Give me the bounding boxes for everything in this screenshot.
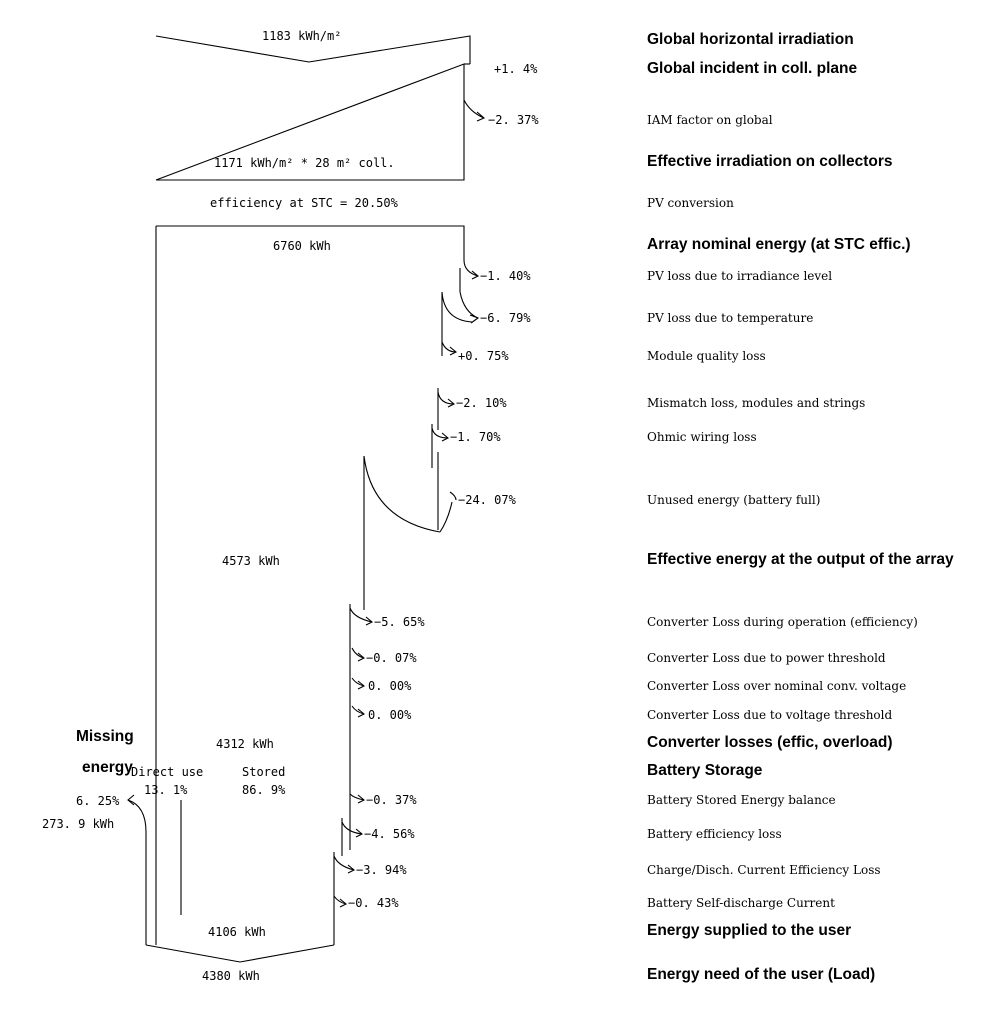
unused-arrow — [364, 452, 456, 610]
ohmic-label: Ohmic wiring loss — [647, 430, 757, 444]
conv-nominal-pct: 0. 00% — [368, 679, 412, 693]
temperature-label: PV loss due to temperature — [647, 311, 814, 325]
charge-disch-label: Charge/Disch. Current Efficiency Loss — [647, 863, 881, 877]
conv-voltage-pct: 0. 00% — [368, 708, 412, 722]
stored-label: Stored — [242, 765, 286, 779]
conv-out-value: 4312 kWh — [216, 737, 274, 751]
battery-efficiency-label: Battery efficiency loss — [647, 827, 782, 841]
temperature-arrow — [442, 268, 478, 356]
load-junction — [146, 945, 334, 962]
array-out-value: 4573 kWh — [222, 554, 280, 568]
global-incident-label: Global incident in coll. plane — [647, 60, 858, 77]
battery-storage-label: Battery Storage — [647, 762, 763, 779]
battery-balance-pct: −0. 37% — [366, 793, 417, 807]
self-discharge-arrow — [334, 896, 346, 907]
missing-title-2: energy — [82, 759, 133, 776]
irr-level-label: PV loss due to irradiance level — [647, 269, 833, 283]
charge-disch-pct: −3. 94% — [356, 863, 407, 877]
quality-arrow — [442, 342, 456, 355]
ohmic-pct: −1. 70% — [450, 430, 501, 444]
conv-operation-pct: −5. 65% — [374, 615, 425, 629]
battery-efficiency-pct: −4. 56% — [364, 827, 415, 841]
direct-use-label: Direct use — [131, 765, 204, 779]
effective-irr-label: Effective irradiation on collectors — [647, 153, 893, 170]
unused-pct: −24. 07% — [458, 493, 516, 507]
battery-balance-label: Battery Stored Energy balance — [647, 793, 836, 807]
mismatch-arrow — [438, 388, 454, 430]
load-label: Energy need of the user (Load) — [647, 966, 876, 983]
global-incident-pct: +1. 4% — [494, 62, 538, 76]
missing-pct: 6. 25% — [76, 794, 120, 808]
iam-label: IAM factor on global — [647, 113, 773, 127]
missing-energy-arc — [128, 795, 146, 945]
supplied-label: Energy supplied to the user — [647, 922, 852, 939]
nominal-value: 6760 kWh — [273, 239, 331, 253]
self-discharge-pct: −0. 43% — [348, 896, 399, 910]
direct-use-pct: 13. 1% — [144, 783, 188, 797]
array-out-label: Effective energy at the output of the array — [647, 551, 954, 568]
supplied-value: 4106 kWh — [208, 925, 266, 939]
conv-losses-label: Converter losses (effic, overload) — [647, 734, 893, 751]
nominal-label: Array nominal energy (at STC effic.) — [647, 236, 911, 253]
battery-eff-arrow — [342, 818, 362, 856]
ohmic-arrow — [432, 424, 448, 468]
self-discharge-label: Battery Self-discharge Current — [647, 896, 835, 910]
mismatch-label: Mismatch loss, modules and strings — [647, 396, 866, 410]
conv-nominal-arrow — [352, 678, 364, 689]
module-quality-label: Module quality loss — [647, 349, 766, 363]
missing-title-1: Missing — [76, 728, 134, 745]
irr-level-pct: −1. 40% — [480, 269, 531, 283]
conv-threshold-label: Converter Loss due to power threshold — [647, 651, 886, 665]
conv-nominal-label: Converter Loss over nominal conv. voltage — [647, 679, 907, 693]
missing-kwh: 273. 9 kWh — [42, 817, 115, 831]
iam-loss-arrow — [464, 100, 484, 121]
conv-threshold-pct: −0. 07% — [366, 651, 417, 665]
stored-pct: 86. 9% — [242, 783, 286, 797]
conv-threshold-arrow — [352, 648, 364, 661]
module-quality-pct: +0. 75% — [458, 349, 509, 363]
ghi-label: Global horizontal irradiation — [647, 31, 854, 48]
load-value: 4380 kWh — [202, 969, 260, 983]
ghi-value: 1183 kWh/m² — [262, 29, 342, 43]
efficiency-value: efficiency at STC = 20.50% — [210, 196, 398, 210]
conv-voltage-label: Converter Loss due to voltage threshold — [647, 708, 893, 722]
unused-label: Unused energy (battery full) — [647, 493, 821, 507]
conv-operation-label: Converter Loss during operation (efficiency) — [647, 615, 918, 629]
irr-level-arrow — [464, 260, 478, 279]
temperature-pct: −6. 79% — [480, 311, 531, 325]
pv-conversion-label: PV conversion — [647, 196, 734, 210]
iam-pct: −2. 37% — [488, 113, 539, 127]
conv-voltage-arrow — [352, 706, 364, 717]
effective-irr-value: 1171 kWh/m² * 28 m² coll. — [214, 156, 395, 170]
mismatch-pct: −2. 10% — [456, 396, 507, 410]
